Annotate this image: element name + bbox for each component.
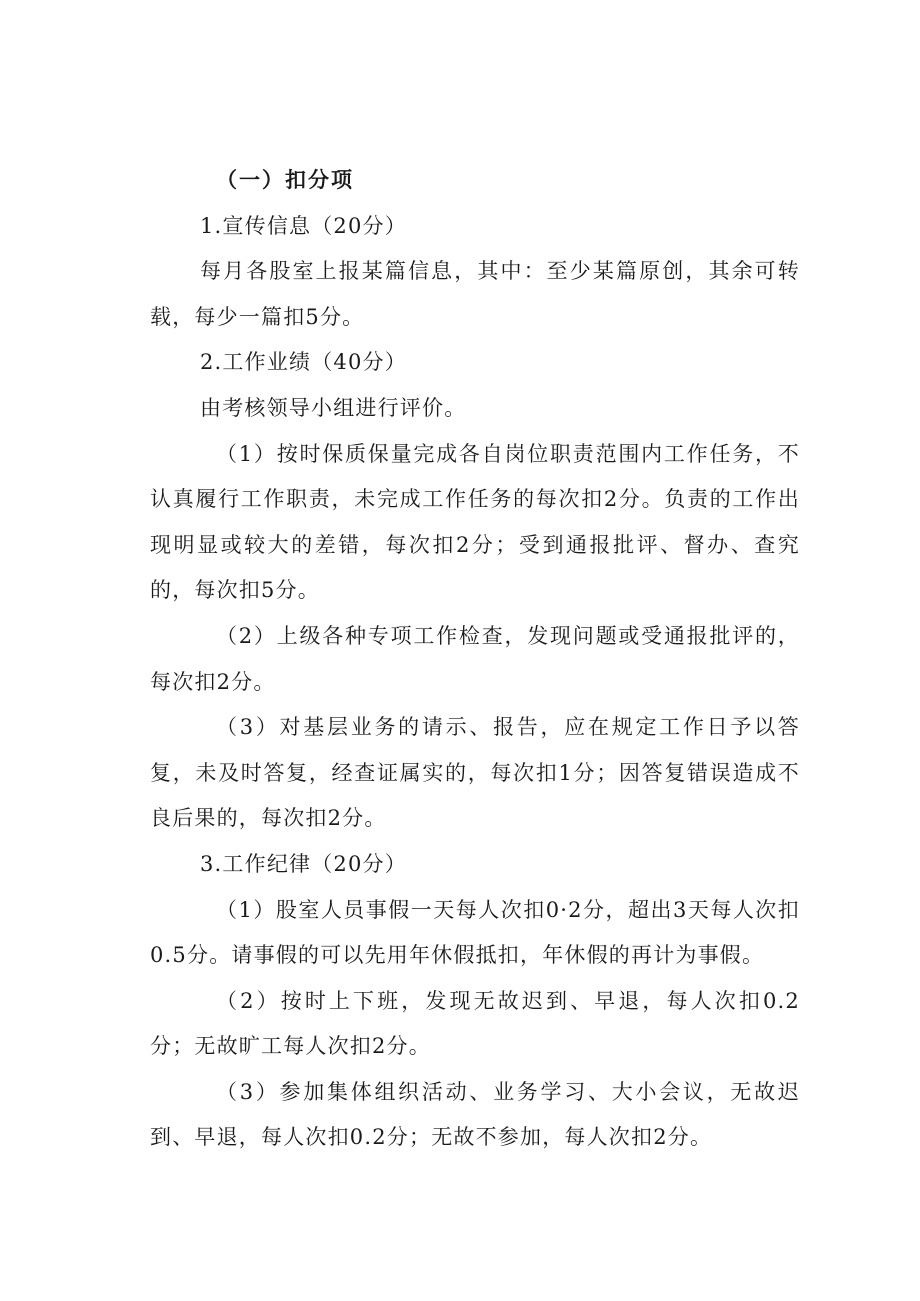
paragraph-discipline-rule-3: （3）参加集体组织活动、业务学习、大小会议，无故迟到、早退，每人次扣0.2分；无故不参加，每人次扣2分。 [150,1079,800,1150]
paragraph-discipline-rule-1: （1）股室人员事假一天每人次扣0·2分，超出3天每人次扣0.5分。请事假的可以先用年休假抵扣，年休假的再计为事假。 [150,897,800,968]
paragraph-performance-rule-3: （3）对基层业务的请示、报告，应在规定工作日予以答复，未及时答复，经查证属实的，每次扣1分；因答复错误造成不良后果的，每次扣2分。 [150,715,800,831]
section-heading: （一）扣分项 [216,168,354,192]
paragraph-performance-rule-2: （2）上级各种专项工作检查，发现问题或受通报批评的，每次扣2分。 [150,623,800,694]
item-heading-publicity: 1.宣传信息（20分） [200,213,407,238]
document-body [150,158,800,1161]
item-heading-performance: 2.工作业绩（40分） [200,350,407,375]
paragraph-discipline-rule-2: （2）按时上下班，发现无故迟到、早退，每人次扣0.2分；无故旷工每人次扣2分。 [150,988,800,1059]
item-heading-discipline: 3.工作纪律（20分） [200,851,407,876]
paragraph-performance-rule-1: （1）按时保质保量完成各自岗位职责范围内工作任务，不认真履行工作职责，未完成工作任务的每次扣2分。负责的工作出现明显或较大的差错，每次扣2分；受到通报批评、督办、查究的，每次扣5分。 [150,441,800,603]
paragraph-publicity-rule: 每月各股室上报某篇信息，其中：至少某篇原创，其余可转载，每少一篇扣5分。 [150,259,800,329]
paragraph-performance-intro: 由考核领导小组进行评价。 [200,395,467,420]
